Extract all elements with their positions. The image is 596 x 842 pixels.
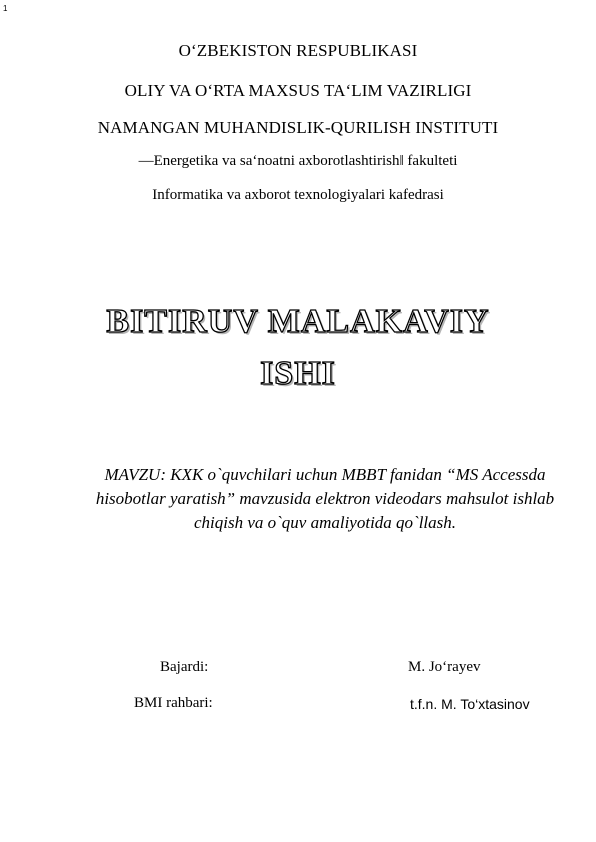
header-ministry: OLIY VA O‘RTA MAXSUS TA‘LIM VAZIRLIGI	[124, 81, 472, 100]
thesis-topic: MAVZU: KXK o`quvchilari uchun MBBT fanidan “MS Accessda hisobotlar yaratish” mavzusida elektron videodars mahsulot ishlab chiqish va o`quv amaliyotida qo`llash.	[95, 465, 555, 532]
header-institute: NAMANGAN MUHANDISLIK-QURILISH INSTITUTI	[97, 118, 499, 137]
header-department: Informatika va axborot texnologiyalari kafedrasi	[152, 187, 444, 203]
performed-by-name: M. Jo‘rayev	[408, 659, 481, 675]
supervisor-label: BMI rahbari:	[134, 695, 213, 711]
supervisor-name: t.f.n. M. To‘xtasinov	[410, 696, 530, 712]
page-number: 1	[3, 4, 8, 13]
thesis-title-line2: ISHI	[260, 355, 336, 392]
performed-by-label: Bajardi:	[160, 659, 209, 675]
header-republic: O‘ZBEKISTON RESPUBLIKASI	[178, 41, 418, 60]
thesis-title-line1: BITIRUV MALAKAVIY	[106, 303, 490, 340]
header-faculty: ―Energetika va sa‘noatni axborotlashtirish‖ fakulteti	[138, 153, 458, 169]
